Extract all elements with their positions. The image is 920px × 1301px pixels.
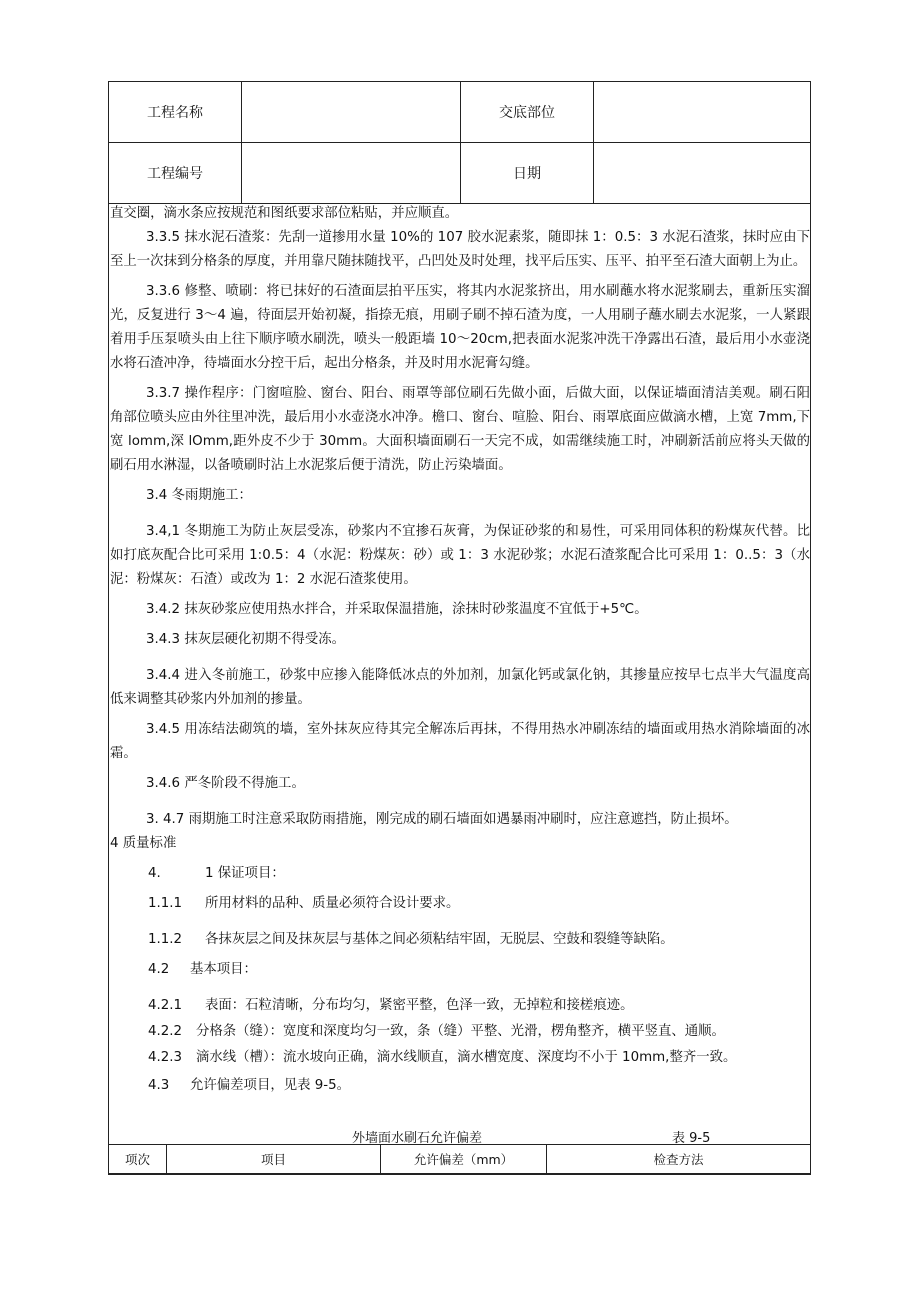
date-label: 日期	[461, 143, 594, 204]
item-4-1	[110, 862, 810, 886]
item-4-3	[110, 1074, 810, 1098]
item-number: 4.2	[148, 962, 170, 977]
item-number: 4.2.1	[148, 998, 183, 1013]
tolerance-table	[108, 1144, 811, 1174]
table-caption: 外墙面水刷石允许偏差	[352, 1131, 483, 1146]
item-text: 分格条（缝）：宽度和深度均匀一致，条（缝）平整、光滑，楞角整齐，横平竖直、通顺。	[196, 1024, 725, 1039]
table-header-row	[109, 1145, 811, 1174]
item-text: 滴水线（槽）：流水坡向正确，滴水线顺直，滴水槽宽度、深度均不小于 10mm,整齐一致。	[196, 1050, 737, 1065]
paragraph-3-4-7: 3. 4.7 雨期施工时注意采取防雨措施，刚完成的刷石墙面如遇暴雨冲刷时，应注意遮挡，防止损坏。	[146, 812, 738, 827]
col-header-index: 项次	[109, 1145, 167, 1174]
col-header-item: 项目	[167, 1145, 381, 1174]
item-1-1-1	[110, 892, 810, 916]
paragraph-3-4-5: 3.4.5 用冻结法砌筑的墙，室外抹灰应待其完全解冻后再抹，不得用热水冲刷冻结的墙面或用热水消除墙面的冰霜。	[110, 722, 810, 761]
section-heading-4: 4 质量标准	[110, 836, 177, 851]
item-text: 所用材料的品种、质量必须符合设计要求。	[205, 896, 460, 911]
item-number: 1.1.1	[148, 896, 183, 911]
document-body	[110, 202, 810, 1098]
paragraph-3-3-6: 3.3.6 修整、喷刷：将已抹好的石渣面层拍平压实，将其内水泥浆挤出，用水刷蘸水将水泥浆刷去，重新压实溜光，反复进行 3～4 遍，待面层开始初凝，指捺无痕，用刷子刷不掉石渣为度，一人用刷子蘸水刷去水泥浆，一人紧跟着用手压泵喷头由上往下顺序喷水刷洗，喷头一般距墙 10～20cm,把表面水泥浆冲洗干净露出石渣，最后用小水壶浇水将石渣冲净，待墙面水分控干后，起出分格条，并及时用水泥膏勾缝。	[110, 284, 810, 371]
item-4-2-1	[110, 994, 810, 1018]
table-number: 表 9-5	[672, 1131, 711, 1146]
project-no-label: 工程编号	[109, 143, 242, 204]
paragraph-3-4-6: 3.4.6 严冬阶段不得施工。	[146, 776, 305, 791]
col-header-method: 检查方法	[547, 1145, 811, 1174]
item-number: 4.3	[148, 1078, 170, 1093]
item-text: 允许偏差项目，见表 9-5。	[190, 1078, 351, 1093]
paragraph-3-4-2: 3.4.2 抹灰砂浆应使用热水拌合，并采取保温措施，涂抹时砂浆温度不宜低于+5℃。	[146, 602, 648, 617]
item-text: 表面：石粒清晰，分布均匀，紧密平整，色泽一致，无掉粒和接槎痕迹。	[205, 998, 634, 1013]
item-number: 1.1.2	[148, 932, 183, 947]
paragraph-0: 直交圈，滴水条应按规范和图纸要求部位粘贴，并应顺直。	[110, 206, 459, 221]
project-name-value	[242, 82, 461, 143]
handover-part-value	[594, 82, 811, 143]
item-number: 4.	[148, 866, 161, 881]
date-value	[594, 143, 811, 204]
item-number: 4.2.2	[148, 1024, 183, 1039]
project-no-value	[242, 143, 461, 204]
item-4-2	[110, 958, 810, 982]
paragraph-3-4-1: 3.4,1 冬期施工为防止灰层受冻，砂浆内不宜掺石灰膏，为保证砂浆的和易性，可采用同体积的粉煤灰代替。比如打底灰配合比可采用 1:0.5：4（水泥：粉煤灰：砂）或 1：3 水泥砂浆；水泥石渣浆配合比可采用 1：0..5：3（水泥：粉煤灰：石渣）或改为 1：2 水泥石渣浆使用。	[110, 524, 810, 587]
paragraph-3-4: 3.4 冬雨期施工：	[146, 488, 252, 503]
item-4-2-2	[110, 1020, 810, 1044]
item-text: 基本项目：	[190, 962, 257, 977]
project-name-label: 工程名称	[109, 82, 242, 143]
paragraph-3-4-3: 3.4.3 抹灰层硬化初期不得受冻。	[146, 632, 346, 647]
header-table	[108, 81, 811, 204]
col-header-tolerance: 允许偏差（mm）	[381, 1145, 547, 1174]
paragraph-3-4-4: 3.4.4 进入冬前施工，砂浆中应掺入能降低冰点的外加剂，加氯化钙或氯化钠，其掺量应按早七点半大气温度高低来调整其砂浆内外加剂的掺量。	[110, 668, 810, 707]
handover-part-label: 交底部位	[461, 82, 594, 143]
paragraph-3-3-7: 3.3.7 操作程序：门窗喧脸、窗台、阳台、雨罩等部位刷石先做小面，后做大面，以保证墙面清洁美观。刷石阳角部位喷头应由外往里冲洗，最后用小水壶浇水冲净。檐口、窗台、喧脸、阳台、雨罩底面应做滴水槽，上宽 7mm,下宽 lomm,深 lOmm,距外皮不少于 30mm。大面积墙面刷石一天完不成，如需继续施工时，冲刷新活前应将头天做的刷石用水淋湿，以备喷刷时沾上水泥浆后便于清洗，防止污染墙面。	[110, 386, 810, 473]
item-text: 1 保证项目：	[205, 866, 285, 881]
paragraph-3-3-5: 3.3.5 抹水泥石渣浆：先刮一道掺用水量 10%的 107 胶水泥素浆，随即抹 1：0.5：3 水泥石渣浆，抹时应由下至上一次抹到分格条的厚度，并用靠尺随抹随找平，凸凹处及时处理，找平后压实、压平、拍平至石渣大面朝上为止。	[110, 230, 810, 269]
item-4-2-3	[110, 1046, 810, 1070]
item-text: 各抹灰层之间及抹灰层与基体之间必须粘结牢固，无脱层、空鼓和裂缝等缺陷。	[205, 932, 674, 947]
item-1-1-2	[110, 928, 810, 952]
item-number: 4.2.3	[148, 1050, 183, 1065]
